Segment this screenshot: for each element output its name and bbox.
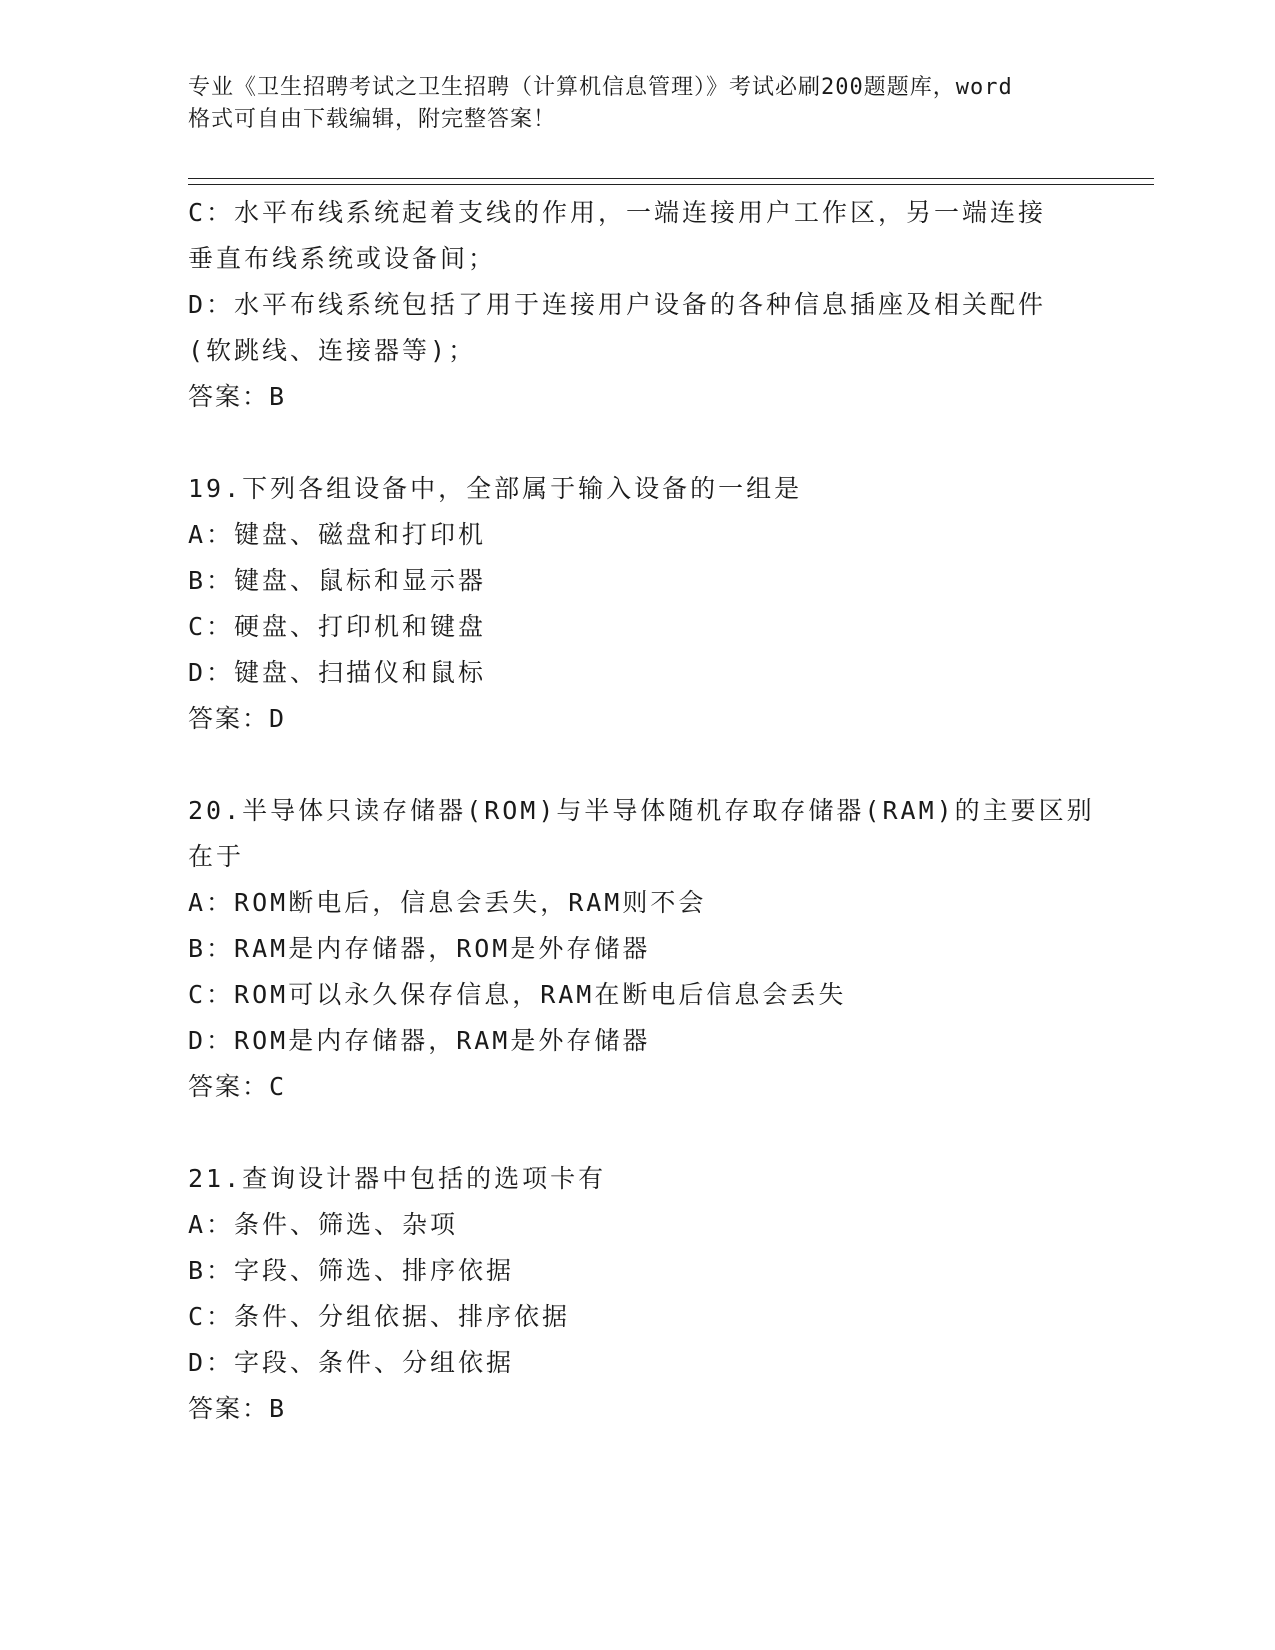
header-title-line-1: 专业《卫生招聘考试之卫生招聘（计算机信息管理）》考试必刷200题题库，word (188, 75, 1013, 100)
spacer (188, 1110, 1088, 1156)
option-c-line-2: 垂直布线系统或设备间； (188, 244, 497, 273)
question-19-option-c: C：硬盘、打印机和键盘 (188, 612, 487, 641)
question-21-option-b: B：字段、筛选、排序依据 (188, 1256, 515, 1285)
answer-18: 答案：B (188, 382, 287, 411)
question-21-option-c: C：条件、分组依据、排序依据 (188, 1302, 571, 1331)
question-19-option-b: B：键盘、鼠标和显示器 (188, 566, 487, 595)
question-20-option-c: C：ROM可以永久保存信息，RAM在断电后信息会丢失 (188, 980, 847, 1009)
question-19-option-d: D：键盘、扫描仪和鼠标 (188, 658, 487, 687)
question-19-text: 19.下列各组设备中，全部属于输入设备的一组是 (188, 474, 803, 503)
question-19-option-a: A：键盘、磁盘和打印机 (188, 520, 487, 549)
question-18-tail (188, 190, 1088, 420)
option-d-line-1: D：水平布线系统包括了用于连接用户设备的各种信息插座及相关配件 (188, 290, 1047, 319)
question-19 (188, 466, 1088, 742)
option-c-line-1: C：水平布线系统起着支线的作用，一端连接用户工作区，另一端连接 (188, 198, 1047, 227)
answer-19: 答案：D (188, 704, 287, 733)
question-20-option-d: D：ROM是内存储器，RAM是外存储器 (188, 1026, 651, 1055)
spacer (188, 420, 1088, 466)
question-20-text-line-2: 在于 (188, 842, 245, 871)
option-d-line-2: (软跳线、连接器等)； (188, 336, 477, 365)
question-20-text-line-1: 20.半导体只读存储器(ROM)与半导体随机存取存储器(RAM)的主要区别 (188, 796, 1095, 825)
question-21 (188, 1156, 1088, 1432)
header-divider-bottom (188, 184, 1154, 185)
question-20 (188, 788, 1095, 1110)
question-20-option-b: B：RAM是内存储器，ROM是外存储器 (188, 934, 651, 963)
question-21-option-a: A：条件、筛选、杂项 (188, 1210, 459, 1239)
question-20-option-a: A：ROM断电后，信息会丢失，RAM则不会 (188, 888, 707, 917)
header-divider-top (188, 178, 1154, 179)
question-21-text: 21.查询设计器中包括的选项卡有 (188, 1164, 607, 1193)
spacer (188, 742, 1088, 788)
document-header (188, 72, 1088, 136)
header-title-line-2: 格式可自由下载编辑，附完整答案！ (188, 107, 557, 132)
document-body (188, 190, 1095, 1432)
answer-20: 答案：C (188, 1072, 287, 1101)
question-21-option-d: D：字段、条件、分组依据 (188, 1348, 515, 1377)
answer-21: 答案：B (188, 1394, 287, 1423)
